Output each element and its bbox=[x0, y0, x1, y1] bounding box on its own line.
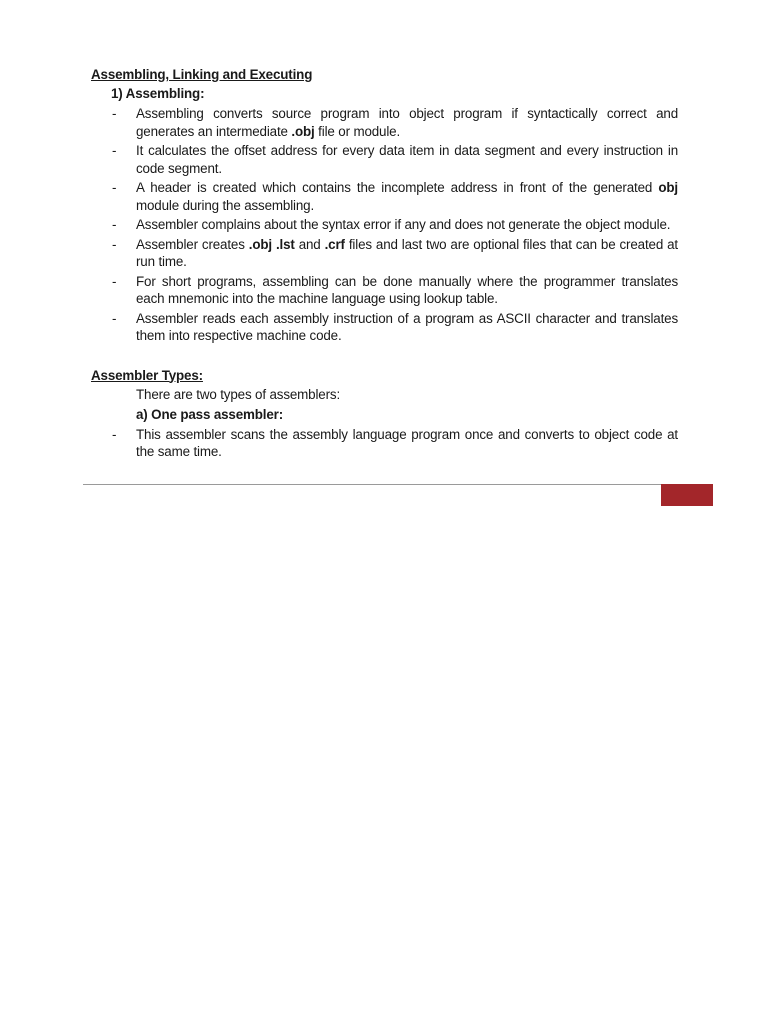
list-item: - For short programs, assembling can be done manually where the programmer translates each mnemonic into the machine language using lookup table. bbox=[112, 273, 678, 306]
section-spacer bbox=[91, 347, 678, 367]
list-item: - Assembler complains about the syntax error if any and does not generate the object module. bbox=[112, 217, 671, 232]
footer-accent-box bbox=[661, 484, 713, 506]
keyword-obj: obj bbox=[658, 180, 678, 195]
list-item: - A header is created which contains the incomplete address in front of the generated obj module during the assembling. bbox=[112, 180, 678, 213]
assembler-types-intro: There are two types of assemblers: bbox=[136, 386, 341, 402]
list-item: - It calculates the offset address for every data item in data segment and every instruction in code segment. bbox=[112, 143, 678, 176]
footer-divider bbox=[83, 484, 661, 485]
keyword-obj: .obj bbox=[291, 123, 315, 139]
list-item: - Assembler reads each assembly instruction of a program as ASCII character and translates them into respective machine code. bbox=[112, 310, 678, 343]
bullet-dash: - bbox=[112, 180, 117, 195]
list-item: - This assembler scans the assembly language program once and converts to object code at the same time. bbox=[112, 426, 678, 459]
keyword-lst: .lst bbox=[275, 236, 295, 252]
keyword-crf: .crf bbox=[324, 236, 345, 252]
bullet-dash: - bbox=[112, 143, 117, 158]
bullet-dash: - bbox=[112, 426, 117, 442]
list-item: - Assembling converts source program into object program if syntactically correct and generates an intermediate .obj file or module. bbox=[112, 106, 678, 139]
bullet-dash: - bbox=[112, 106, 117, 121]
section-title: Assembling, Linking and Executing bbox=[91, 67, 313, 82]
assembling-heading: 1) Assembling: bbox=[111, 86, 205, 101]
keyword-obj: .obj bbox=[248, 236, 272, 252]
assembling-bullet-list bbox=[91, 105, 678, 345]
bullet-dash: - bbox=[112, 236, 117, 252]
bullet-dash: - bbox=[112, 273, 117, 289]
document-body bbox=[91, 66, 678, 463]
one-pass-assembler-heading: a) One pass assembler: bbox=[136, 406, 284, 422]
assembler-types-heading: Assembler Types: bbox=[91, 367, 203, 383]
list-item: - Assembler creates .obj .lst and .crf files and last two are optional files that can be created at run time. bbox=[112, 236, 678, 269]
bullet-dash: - bbox=[112, 310, 117, 326]
one-pass-bullet-list bbox=[91, 426, 678, 461]
bullet-dash: - bbox=[112, 217, 117, 232]
